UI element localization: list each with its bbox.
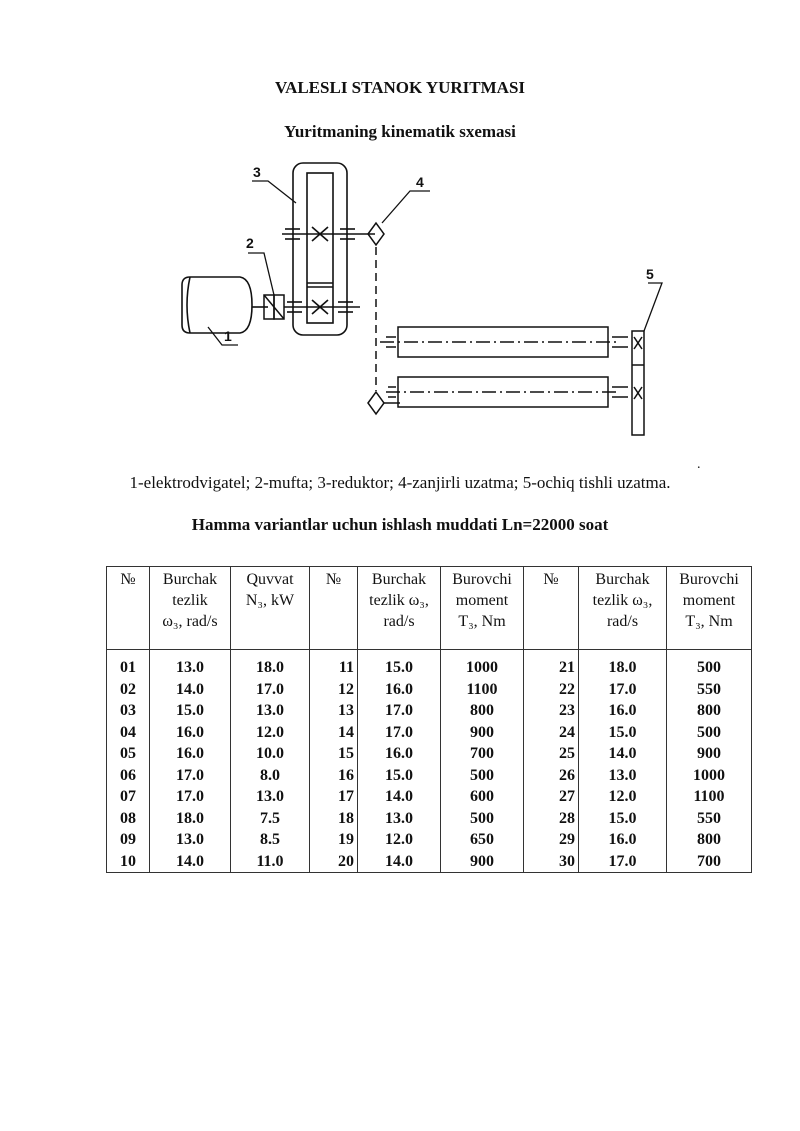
table-header-row xyxy=(107,567,752,650)
label-motor: 1 xyxy=(224,328,232,344)
column-header xyxy=(150,567,231,650)
table-cell: 14.0 xyxy=(579,743,667,765)
table-cell: 900 xyxy=(441,851,524,873)
table-cell: 1100 xyxy=(667,786,752,808)
table-cell: 17 xyxy=(310,786,358,808)
stray-mark: . xyxy=(697,457,701,472)
table-cell: 21 xyxy=(524,650,579,679)
column-header-line: N₃, kW xyxy=(245,592,295,609)
table-cell: 24 xyxy=(524,722,579,744)
rolls xyxy=(380,327,628,407)
table-cell: 8.5 xyxy=(231,829,310,851)
table-cell: 05 xyxy=(107,743,150,765)
table-cell: 18.0 xyxy=(579,650,667,679)
table-cell: 10.0 xyxy=(231,743,310,765)
table-cell: 800 xyxy=(667,700,752,722)
column-header-line: moment xyxy=(455,592,509,609)
table-cell: 13.0 xyxy=(231,700,310,722)
table-cell: 17.0 xyxy=(579,679,667,701)
table-cell: 10 xyxy=(107,851,150,873)
table-cell: 15.0 xyxy=(150,700,231,722)
lifetime-note: Hamma variantlar uchun ishlash muddati Ln=22000 soat xyxy=(191,515,609,534)
table-row xyxy=(107,650,752,679)
column-header xyxy=(579,567,667,650)
page-subtitle: Yuritmaning kinematik sxemasi xyxy=(284,122,516,141)
table-cell: 09 xyxy=(107,829,150,851)
open-gear xyxy=(632,331,644,435)
column-header-line: Burovchi xyxy=(452,571,512,588)
motor xyxy=(182,277,268,333)
leader-lines xyxy=(208,181,662,345)
table-cell: 27 xyxy=(524,786,579,808)
table-row xyxy=(107,786,752,808)
table-cell: 13.0 xyxy=(231,786,310,808)
label-coupling: 2 xyxy=(246,235,254,251)
table-cell: 06 xyxy=(107,765,150,787)
table-cell: 12.0 xyxy=(579,786,667,808)
table-cell: 17.0 xyxy=(150,765,231,787)
table-cell: 15 xyxy=(310,743,358,765)
table-cell: 7.5 xyxy=(231,808,310,830)
table-cell: 17.0 xyxy=(231,679,310,701)
table-cell: 700 xyxy=(667,851,752,873)
table-cell: 22 xyxy=(524,679,579,701)
table-cell: 15.0 xyxy=(358,650,441,679)
column-header-line: Burovchi xyxy=(679,571,739,588)
table-cell: 14.0 xyxy=(358,851,441,873)
column-header-line: № xyxy=(120,571,136,588)
column-header xyxy=(231,567,310,650)
table-cell: 20 xyxy=(310,851,358,873)
reducer xyxy=(282,163,375,335)
table-cell: 1000 xyxy=(667,765,752,787)
table-cell: 23 xyxy=(524,700,579,722)
table-cell: 17.0 xyxy=(150,786,231,808)
table-cell: 01 xyxy=(107,650,150,679)
table-cell: 30 xyxy=(524,851,579,873)
column-header-line: rad/s xyxy=(606,613,639,630)
column-header xyxy=(441,567,524,650)
table-row xyxy=(107,679,752,701)
table-cell: 16.0 xyxy=(358,743,441,765)
column-header-line: T₃, Nm xyxy=(458,613,506,630)
table-cell: 08 xyxy=(107,808,150,830)
column-header-line: tezlik ω₃, xyxy=(592,592,653,609)
table-cell: 16.0 xyxy=(579,829,667,851)
table-cell: 16.0 xyxy=(579,700,667,722)
column-header-line: Burchak xyxy=(162,571,218,588)
table-cell: 03 xyxy=(107,700,150,722)
table-cell: 11 xyxy=(310,650,358,679)
column-header-line: moment xyxy=(682,592,736,609)
column-header xyxy=(358,567,441,650)
column-header xyxy=(310,567,358,650)
table-cell: 550 xyxy=(667,808,752,830)
table-cell: 500 xyxy=(441,765,524,787)
table-cell: 15.0 xyxy=(358,765,441,787)
table-cell: 28 xyxy=(524,808,579,830)
table-cell: 02 xyxy=(107,679,150,701)
table-cell: 11.0 xyxy=(231,851,310,873)
table-cell: 500 xyxy=(667,722,752,744)
column-header xyxy=(667,567,752,650)
table-cell: 25 xyxy=(524,743,579,765)
table-cell: 16 xyxy=(310,765,358,787)
diagram-caption: 1-elektrodvigatel; 2-mufta; 3-reduktor; 4-zanjirli uzatma; 5-ochiq tishli uzatma. xyxy=(129,473,671,492)
column-header-line: tezlik xyxy=(172,592,208,609)
table-cell: 13 xyxy=(310,700,358,722)
table-cell: 500 xyxy=(667,650,752,679)
table-cell: 14.0 xyxy=(358,786,441,808)
table-cell: 17.0 xyxy=(358,722,441,744)
table-cell: 15.0 xyxy=(579,808,667,830)
table-cell: 800 xyxy=(667,829,752,851)
table-cell: 500 xyxy=(441,808,524,830)
table-cell: 14 xyxy=(310,722,358,744)
table-cell: 12 xyxy=(310,679,358,701)
table-cell: 16.0 xyxy=(150,743,231,765)
table-cell: 12.0 xyxy=(358,829,441,851)
table-cell: 14.0 xyxy=(150,679,231,701)
label-chain-drive: 4 xyxy=(416,174,424,190)
table-cell: 15.0 xyxy=(579,722,667,744)
column-header-line: Burchak xyxy=(595,571,650,588)
table-cell: 19 xyxy=(310,829,358,851)
table-cell: 07 xyxy=(107,786,150,808)
table-cell: 13.0 xyxy=(579,765,667,787)
table-row xyxy=(107,765,752,787)
table-row xyxy=(107,808,752,830)
column-header-line: ω₃, rad/s xyxy=(162,613,218,630)
table-cell: 800 xyxy=(441,700,524,722)
chain-drive xyxy=(368,223,400,414)
table-cell: 1100 xyxy=(441,679,524,701)
label-open-gear: 5 xyxy=(646,266,654,282)
label-reducer: 3 xyxy=(253,164,261,180)
table-cell: 16.0 xyxy=(358,679,441,701)
table-cell: 900 xyxy=(441,722,524,744)
coupling xyxy=(264,295,294,319)
table-cell: 13.0 xyxy=(150,650,231,679)
variants-table xyxy=(106,566,752,873)
page-title: VALESLI STANOK YURITMASI xyxy=(274,78,526,97)
table-cell: 8.0 xyxy=(231,765,310,787)
table-cell: 29 xyxy=(524,829,579,851)
table-cell: 18.0 xyxy=(150,808,231,830)
column-header xyxy=(107,567,150,650)
column-header xyxy=(524,567,579,650)
table-cell: 600 xyxy=(441,786,524,808)
table-cell: 650 xyxy=(441,829,524,851)
table-cell: 900 xyxy=(667,743,752,765)
table-row xyxy=(107,722,752,744)
table-cell: 17.0 xyxy=(358,700,441,722)
column-header-line: Burchak xyxy=(371,571,427,588)
table-row xyxy=(107,743,752,765)
column-header-line: tezlik ω₃, xyxy=(369,592,429,609)
table-cell: 700 xyxy=(441,743,524,765)
table-cell: 13.0 xyxy=(150,829,231,851)
table-row xyxy=(107,851,752,873)
table-row xyxy=(107,700,752,722)
table-cell: 18 xyxy=(310,808,358,830)
column-header-line: rad/s xyxy=(383,613,415,630)
table-cell: 04 xyxy=(107,722,150,744)
table-cell: 1000 xyxy=(441,650,524,679)
column-header-line: Quvvat xyxy=(246,571,294,588)
column-header-line: № xyxy=(543,571,559,588)
kinematic-diagram xyxy=(150,155,710,445)
table-cell: 12.0 xyxy=(231,722,310,744)
table-cell: 13.0 xyxy=(358,808,441,830)
table-cell: 18.0 xyxy=(231,650,310,679)
column-header-line: T₃, Nm xyxy=(685,613,733,630)
table-cell: 16.0 xyxy=(150,722,231,744)
table-cell: 26 xyxy=(524,765,579,787)
column-header-line: № xyxy=(325,571,342,588)
table-cell: 14.0 xyxy=(150,851,231,873)
table-cell: 550 xyxy=(667,679,752,701)
table-cell: 17.0 xyxy=(579,851,667,873)
table-row xyxy=(107,829,752,851)
